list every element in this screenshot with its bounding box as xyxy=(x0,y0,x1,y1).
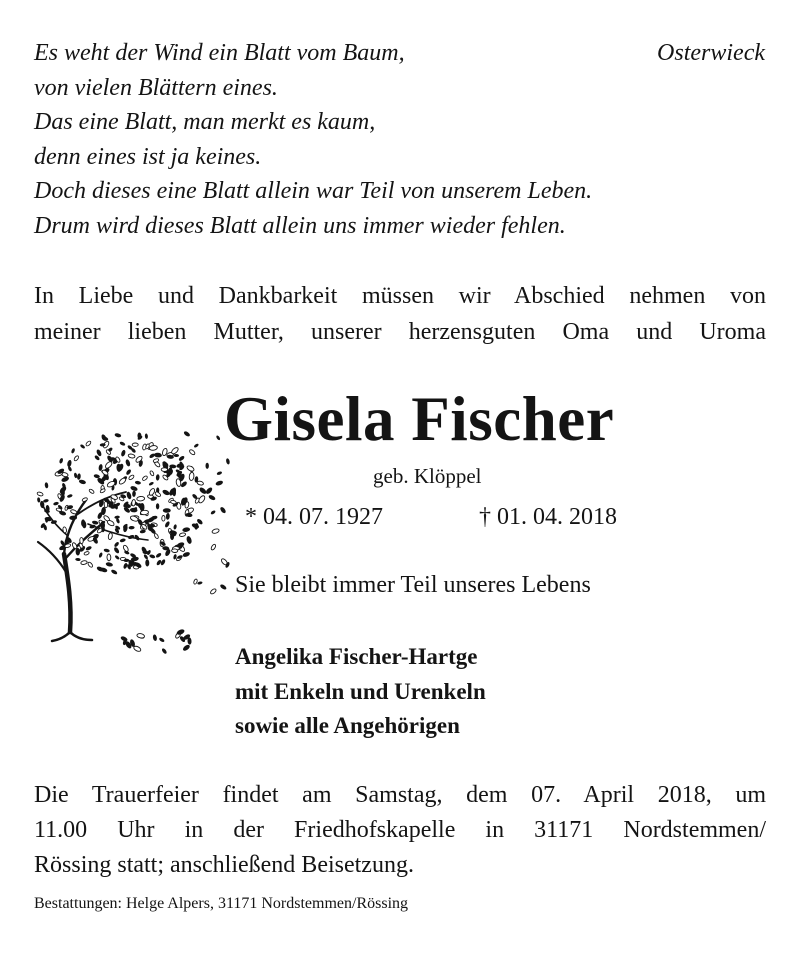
leaf xyxy=(113,546,120,554)
location: Osterwieck xyxy=(657,40,765,66)
leaf xyxy=(170,533,174,540)
leaf xyxy=(183,430,191,437)
leaf xyxy=(70,509,77,515)
leaf xyxy=(67,460,73,468)
leaf xyxy=(161,648,167,655)
leaf xyxy=(156,503,159,509)
intro-line: meiner lieben Mutter, unserer herzensguten Oma und Uroma xyxy=(34,319,766,345)
leaf xyxy=(125,459,131,467)
leaf xyxy=(216,435,221,441)
leaf xyxy=(37,491,44,496)
leaf xyxy=(84,551,90,556)
leaf xyxy=(172,549,178,553)
leaf xyxy=(119,441,126,446)
leaf xyxy=(179,532,186,537)
leaf xyxy=(173,524,177,530)
leaf xyxy=(208,494,216,501)
leaf xyxy=(142,475,148,481)
leaf xyxy=(149,470,154,476)
leaf xyxy=(53,501,59,506)
leaf xyxy=(119,538,126,543)
leaf xyxy=(85,545,92,551)
leaf xyxy=(162,489,171,496)
leaf xyxy=(105,562,113,568)
leaf xyxy=(156,474,160,481)
service-notice xyxy=(34,778,766,882)
poem-line: denn eines ist ja keines. xyxy=(34,143,262,170)
leaf xyxy=(82,497,88,502)
leaf xyxy=(219,506,226,514)
leaf xyxy=(80,538,84,544)
leaf xyxy=(205,486,214,495)
leaf xyxy=(226,458,231,465)
leaf xyxy=(114,433,121,438)
leaf xyxy=(135,480,142,484)
leaf xyxy=(210,588,217,595)
leaf xyxy=(87,561,93,567)
leaf xyxy=(193,579,198,585)
leaf xyxy=(215,480,224,487)
leaf xyxy=(77,473,81,480)
leaf xyxy=(219,583,227,590)
leaf xyxy=(106,519,115,526)
leaf xyxy=(197,581,203,585)
leaf xyxy=(212,528,220,534)
birth-date: * 04. 07. 1927 xyxy=(245,504,383,530)
leaf xyxy=(206,463,209,469)
leaf xyxy=(145,559,149,566)
leaf xyxy=(159,637,166,643)
leaf xyxy=(98,464,103,471)
mourner-line: sowie alle Angehörigen xyxy=(235,713,460,738)
mourner-line: Angelika Fischer-Hartge xyxy=(235,644,478,669)
poem-line: Doch dieses eine Blatt allein war Teil von unserem Leben. xyxy=(34,178,593,205)
leaf xyxy=(186,535,193,544)
leaf xyxy=(118,477,126,485)
leaf xyxy=(154,452,162,457)
leaf xyxy=(182,551,190,558)
service-line: Rössing statt; anschließend Beisetzung. xyxy=(34,851,414,878)
leaf xyxy=(186,465,195,472)
leaf xyxy=(71,448,76,454)
leaf xyxy=(113,541,119,547)
leaf xyxy=(93,474,100,479)
leaf xyxy=(189,472,195,481)
mourners xyxy=(235,640,486,744)
leaf xyxy=(171,446,180,454)
leaf xyxy=(126,491,132,499)
leaf xyxy=(162,515,165,521)
leaf xyxy=(74,472,78,478)
leaf xyxy=(155,552,162,558)
poem xyxy=(34,36,592,244)
leaf xyxy=(154,491,161,497)
leaf xyxy=(125,469,132,476)
deceased-name: Gisela Fischer xyxy=(224,384,615,454)
leaf xyxy=(98,552,103,558)
leaf xyxy=(131,499,135,506)
mourner-line: mit Enkeln und Urenkeln xyxy=(235,678,486,704)
service-line: Die Trauerfeier findet am Samstag, dem 07. April 2018, um xyxy=(34,782,766,808)
leaf xyxy=(164,521,170,529)
memorial-phrase: Sie bleibt immer Teil unseres Lebens xyxy=(235,572,591,598)
leaf xyxy=(107,554,111,561)
leaf xyxy=(161,468,167,472)
leaf xyxy=(154,533,159,539)
poem-line: von vielen Blättern eines. xyxy=(34,74,278,101)
leaf xyxy=(114,555,120,560)
leaf xyxy=(129,526,135,530)
leaf xyxy=(163,508,171,513)
leaf xyxy=(193,443,199,448)
leaf xyxy=(137,633,145,639)
leaf xyxy=(166,513,170,520)
leaf xyxy=(75,558,81,561)
leaf xyxy=(103,548,110,552)
leaf xyxy=(80,444,86,450)
leaf xyxy=(140,529,147,534)
leaf xyxy=(80,560,87,565)
leaf xyxy=(78,479,86,485)
leaf xyxy=(216,471,222,476)
leaf xyxy=(132,491,136,497)
leaf xyxy=(152,634,157,641)
leaf xyxy=(37,497,41,503)
leaf xyxy=(110,569,118,575)
leaf xyxy=(128,474,135,480)
leaf xyxy=(44,482,48,488)
funeral-home: Bestattungen: Helge Alpers, 31171 Nordstemmen/Rössing xyxy=(34,895,409,912)
windblown-tree-icon xyxy=(18,404,232,672)
leaf xyxy=(140,510,148,515)
leaf xyxy=(198,486,207,495)
leaf xyxy=(170,500,176,505)
leaf xyxy=(128,453,135,458)
leaf xyxy=(137,496,145,501)
poem-line: Es weht der Wind ein Blatt vom Baum, xyxy=(34,40,405,66)
leaf xyxy=(59,458,64,464)
poem-line: Das eine Blatt, man merkt es kaum, xyxy=(34,109,376,136)
leaf xyxy=(128,534,135,540)
leaf xyxy=(100,488,106,493)
maiden-name: geb. Klöppel xyxy=(373,464,482,488)
leaf xyxy=(174,454,180,457)
leaf xyxy=(148,481,154,486)
leaf xyxy=(114,515,120,519)
leaf xyxy=(148,488,155,497)
leaf xyxy=(182,644,191,652)
leaf xyxy=(189,449,196,456)
leaf xyxy=(92,520,99,525)
leaf xyxy=(197,481,204,486)
leaf xyxy=(89,488,95,494)
leaf xyxy=(132,443,138,446)
service-line: 11.00 Uhr in der Friedhofskapelle in 31171 Nordstemmen/ xyxy=(34,816,766,843)
leaf xyxy=(85,440,91,446)
leaf xyxy=(67,494,73,499)
leaf xyxy=(149,554,156,559)
leaf xyxy=(120,449,126,457)
death-date: † 01. 04. 2018 xyxy=(479,504,617,530)
intro-text xyxy=(34,278,766,350)
leaf xyxy=(210,544,216,551)
leaf xyxy=(182,527,190,533)
leaf xyxy=(178,455,185,462)
leaf xyxy=(43,499,49,503)
leaf xyxy=(73,455,79,461)
leaf xyxy=(145,433,149,439)
intro-line: In Liebe und Dankbarkeit müssen wir Abschied nehmen von xyxy=(34,283,766,309)
poem-line: Drum wird dieses Blatt allein uns immer wieder fehlen. xyxy=(34,212,566,239)
leaf xyxy=(108,532,113,539)
leaf xyxy=(198,495,206,504)
leaf xyxy=(210,510,216,515)
